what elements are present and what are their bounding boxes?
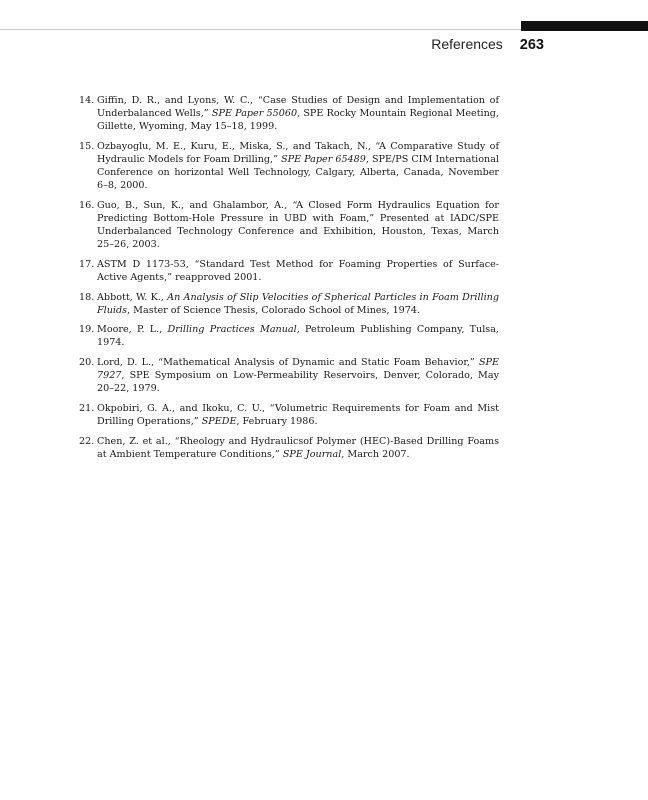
reference-text: [97, 95, 499, 132]
page-number: 263: [519, 37, 544, 53]
reference-item: [79, 291, 499, 317]
reference-number: 20.: [79, 357, 95, 369]
reference-text-plain: , Petroleum Publishing Company, Tulsa, 1974.: [97, 324, 499, 349]
reference-number: 19.: [79, 324, 95, 336]
reference-text-plain: Moore, P. L.,: [97, 324, 168, 336]
reference-item: [79, 258, 499, 284]
reference-list: [79, 94, 499, 468]
reference-number: 22.: [79, 435, 95, 447]
reference-item: [79, 94, 499, 133]
reference-text-plain: ASTM D 1173-53, “Standard Test Method for Foaming Properties of Surface-Active Agents,” reapproved 2001.: [97, 258, 499, 283]
reference-text-plain: Ozbayoglu, M. E., Kuru, E., Miska, S., and Takach, N., “A Comparative Study of Hydraulic Models for Foam Drilling,”: [97, 140, 499, 165]
reference-text-plain: , SPE/PS CIM International Conference on horizontal Well Technology, Calgary, Alberta, Canada, November 6–8, 2000.: [97, 153, 499, 192]
reference-text-italic: SPE Paper 65489: [281, 153, 366, 165]
reference-text-plain: Abbott, W. K.,: [97, 291, 168, 303]
reference-number: 17.: [79, 258, 95, 270]
reference-text-italic: SPE Journal: [282, 448, 342, 460]
reference-item: [79, 402, 499, 428]
reference-text: [97, 357, 499, 394]
reference-text-plain: , March 2007.: [341, 448, 410, 460]
reference-text: [97, 403, 499, 427]
section-title: References: [431, 36, 503, 52]
reference-text-italic: Drilling Practices Manual: [167, 324, 297, 336]
reference-text: [97, 324, 499, 348]
reference-item: [79, 435, 499, 461]
reference-text: [97, 200, 499, 250]
reference-text-plain: , Master of Science Thesis, Colorado School of Mines, 1974.: [127, 304, 421, 316]
reference-number: 14.: [79, 95, 95, 106]
running-head: [431, 36, 544, 53]
reference-text-italic: SPE Paper 55060: [211, 108, 298, 120]
reference-item: [79, 199, 499, 251]
header-bar: [521, 21, 648, 31]
reference-text-plain: , SPE Rocky Mountain Regional Meeting, Gillette, Wyoming, May 15–18, 1999.: [97, 108, 499, 133]
reference-text: [97, 141, 499, 191]
reference-text-plain: Chen, Z. et al., “Rheology and Hydraulicsof Polymer (HEC)-Based Drilling Foams at Ambient Temperature Conditions,”: [97, 435, 499, 460]
reference-text-plain: Okpobiri, G. A., and Ikoku, C. U., “Volumetric Requirements for Foam and Mist Drilling Operations,”: [97, 403, 499, 428]
reference-text-italic: SPE 7927: [97, 357, 499, 382]
reference-item: [79, 140, 499, 192]
reference-text: [97, 436, 499, 460]
reference-text-plain: Lord, D. L., “Mathematical Analysis of Dynamic and Static Foam Behavior,”: [97, 357, 479, 369]
reference-text-italic: SPEDE: [201, 416, 237, 428]
reference-item: [79, 356, 499, 395]
reference-text-plain: , February 1986.: [236, 416, 318, 428]
reference-number: 15.: [79, 140, 95, 152]
reference-number: 16.: [79, 199, 95, 211]
reference-text-italic: An Analysis of Slip Velocities of Spherical Particles in Foam Drilling Fluids: [97, 291, 499, 316]
reference-item: [79, 323, 499, 349]
reference-text-plain: , SPE Symposium on Low-Permeability Reservoirs, Denver, Colorado, May 20–22, 1979.: [97, 370, 499, 395]
reference-number: 21.: [79, 403, 95, 415]
reference-number: 18.: [79, 291, 95, 303]
reference-text-plain: Guo, B., Sun, K., and Ghalambor, A., “A Closed Form Hydraulics Equation for Predicting Bottom-Hole Pressure in UBD with Foam,” Presented at IADC/SPE Underbalanced Technology Conference and Exhibition, Houston, Texas, March 25–26, 2003.: [97, 199, 499, 251]
reference-text: [97, 292, 499, 316]
reference-text: [97, 259, 499, 283]
reference-text-plain: Giffin, D. R., and Lyons, W. C., “Case Studies of Design and Implementation of Underbalanced Wells,”: [97, 95, 499, 120]
